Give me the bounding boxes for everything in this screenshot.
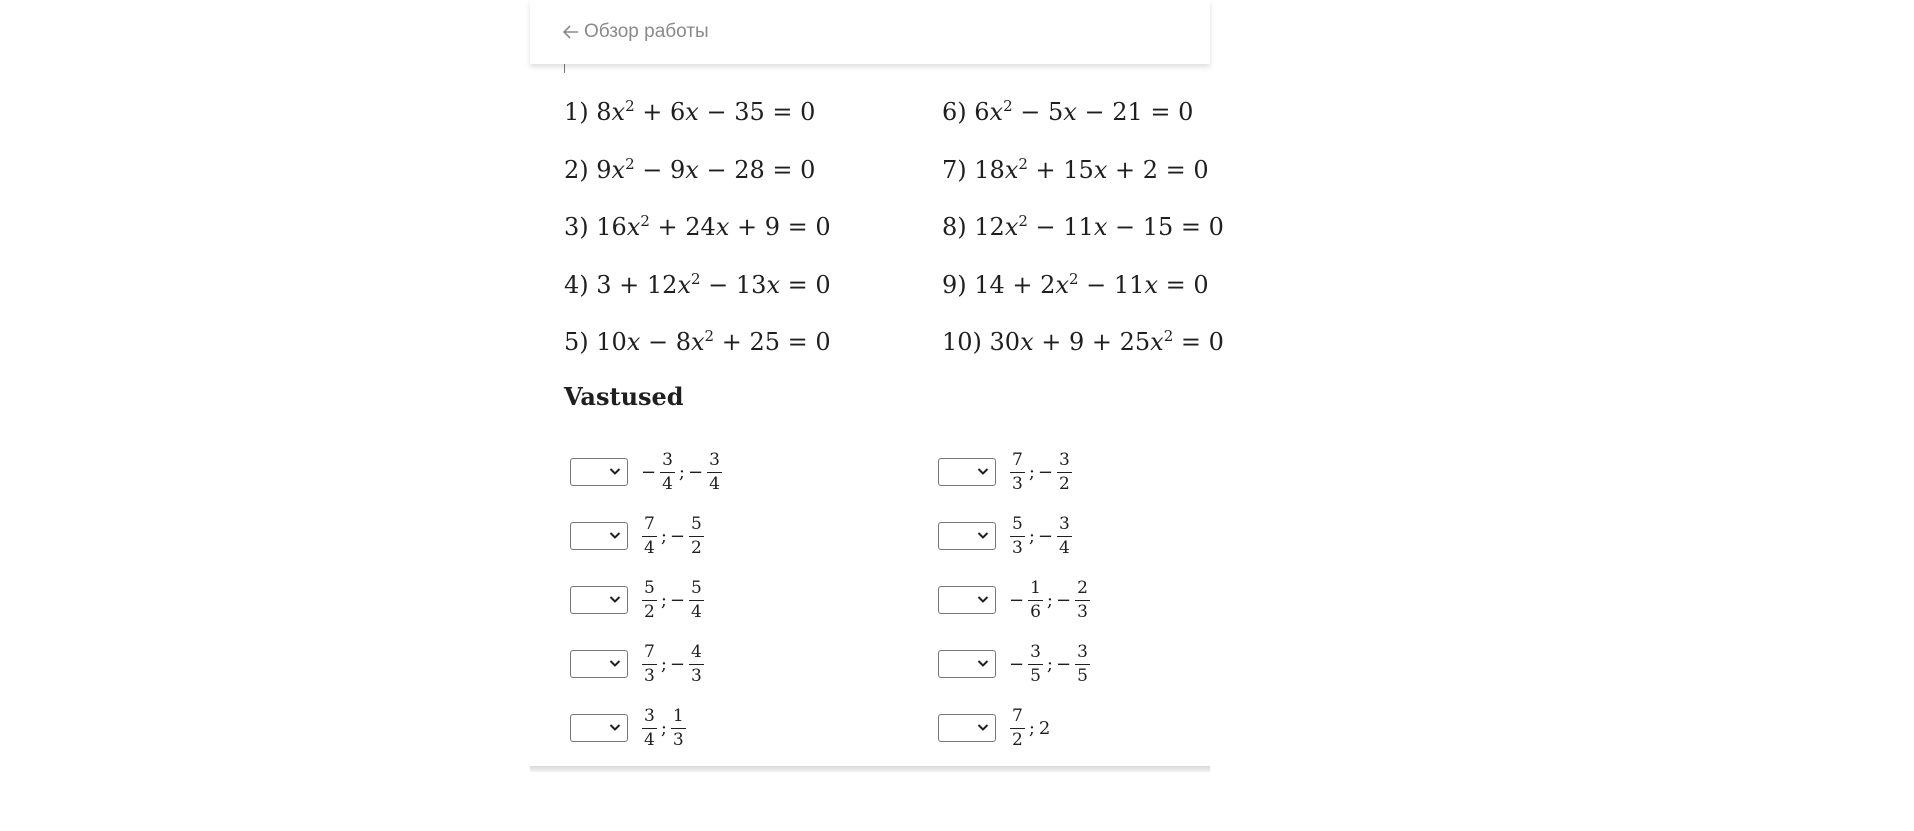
equation-exponent: 2 <box>640 212 650 230</box>
root-separator: ; <box>660 717 667 739</box>
equation-text: − 9 <box>634 155 686 184</box>
equation-text: − 5 <box>1012 98 1064 126</box>
equation-text: 3 + 12 <box>596 270 678 299</box>
equation-variable: x <box>1093 155 1108 184</box>
fraction-denominator: 3 <box>644 665 655 686</box>
fraction-denominator: 4 <box>1059 537 1070 558</box>
root-separator: ; <box>1028 461 1035 483</box>
root-fraction <box>707 449 722 494</box>
equation-number: 2) <box>564 155 597 184</box>
equation-variable: x <box>685 98 699 126</box>
root-sign: − <box>669 653 685 675</box>
fraction-numerator: 3 <box>707 452 722 473</box>
equation-number: 5) <box>564 328 597 356</box>
fraction-denominator: 3 <box>1077 601 1088 622</box>
answer-roots <box>640 641 706 686</box>
equation-exponent: 2 <box>625 154 635 173</box>
equation-number: 6) <box>942 98 975 126</box>
equation-text: − 11 <box>1027 213 1094 241</box>
root-sign: − <box>1056 653 1072 675</box>
fraction-numerator: 7 <box>642 644 657 665</box>
answer-roots <box>640 705 688 750</box>
bottom-divider <box>530 766 1210 772</box>
equation-text: + 2 = 0 <box>1107 155 1209 184</box>
equation-text: 18 <box>974 155 1005 184</box>
chevron-down-icon <box>977 595 989 604</box>
answer-select[interactable] <box>570 522 628 550</box>
equation-item <box>942 150 1224 208</box>
fraction-denominator: 2 <box>1012 729 1023 750</box>
fraction-numerator: 3 <box>660 452 675 473</box>
root-fraction <box>689 641 704 686</box>
equation-item <box>564 265 831 323</box>
root-separator: ; <box>660 525 667 547</box>
equation-text: − 15 = 0 <box>1107 213 1224 241</box>
equation-number: 3) <box>564 213 597 241</box>
root-separator: ; <box>1046 589 1053 611</box>
root-fraction <box>1075 641 1090 686</box>
equation-text: 9 <box>596 155 612 184</box>
equation-text: − 13 <box>700 270 767 299</box>
chevron-down-icon <box>609 659 621 668</box>
fraction-denominator: 5 <box>1030 665 1041 686</box>
equation-number: 8) <box>942 213 975 241</box>
equation-number: 10) <box>942 328 990 356</box>
answer-row <box>570 440 724 504</box>
worksheet-panel <box>530 0 1224 772</box>
answer-roots <box>1008 641 1092 686</box>
fraction-denominator: 5 <box>1077 665 1088 686</box>
back-to-overview-link[interactable] <box>562 21 709 43</box>
chevron-down-icon <box>977 723 989 732</box>
root-fraction <box>660 449 675 494</box>
root-fraction <box>689 513 704 558</box>
equation-text: − 8 <box>640 328 691 356</box>
equation-exponent: 2 <box>1018 154 1028 173</box>
fraction-denominator: 4 <box>709 473 720 494</box>
equation-text: = 0 <box>1158 270 1209 299</box>
equation-text: = 0 <box>780 270 831 299</box>
answer-roots <box>640 577 706 622</box>
equation-text: 12 <box>974 213 1005 241</box>
root-fraction <box>1010 449 1025 494</box>
root-fraction <box>1010 513 1025 558</box>
fraction-numerator: 3 <box>1057 452 1072 473</box>
root-sign: − <box>1009 589 1025 611</box>
fraction-denominator: 6 <box>1030 601 1041 622</box>
root-fraction <box>642 705 657 750</box>
root-fraction <box>642 577 657 622</box>
equation-variable: x <box>1004 213 1019 241</box>
answer-row <box>570 696 724 760</box>
equation-item <box>564 322 831 380</box>
fraction-denominator: 4 <box>644 537 655 558</box>
equation-variable: x <box>715 213 730 241</box>
fraction-numerator: 7 <box>1010 708 1025 729</box>
equation-text: − 11 <box>1078 270 1145 299</box>
equation-exponent: 2 <box>1069 269 1079 288</box>
arrow-left-icon <box>562 23 580 41</box>
root-sign: − <box>1009 653 1025 675</box>
equation-variable: x <box>1063 98 1077 126</box>
answer-row <box>938 696 1092 760</box>
root-sign: − <box>641 461 657 483</box>
root-separator: ; <box>678 461 685 483</box>
answer-row <box>570 568 724 632</box>
equation-variable: x <box>611 98 626 126</box>
equation-number: 9) <box>942 270 975 299</box>
equation-column-right <box>942 92 1224 380</box>
root-sign: − <box>669 525 685 547</box>
equation-text: 16 <box>596 213 627 241</box>
root-fraction <box>1075 577 1090 622</box>
answer-roots <box>1008 705 1051 750</box>
equation-text: − 21 = 0 <box>1076 98 1194 126</box>
fraction-denominator: 3 <box>672 729 684 750</box>
equation-variable: x <box>1150 328 1164 356</box>
equation-variable: x <box>691 328 705 356</box>
equation-text: + 15 <box>1027 155 1094 184</box>
answer-select[interactable] <box>570 586 628 614</box>
equation-number: 1) <box>564 98 597 126</box>
equation-exponent: 2 <box>1163 327 1174 345</box>
root-fraction <box>689 577 704 622</box>
answer-select[interactable] <box>570 714 628 742</box>
equation-text: 6 <box>974 98 990 126</box>
equation-text: − 35 = 0 <box>698 98 816 126</box>
fraction-numerator: 4 <box>689 644 704 665</box>
root-fraction <box>671 705 686 750</box>
answer-select[interactable] <box>570 458 628 486</box>
equation-item <box>942 207 1224 265</box>
fraction-numerator: 5 <box>689 516 704 537</box>
equation-variable: x <box>685 155 699 184</box>
root-sign: − <box>1037 461 1053 483</box>
root-separator: ; <box>1046 653 1053 675</box>
answer-row <box>938 504 1092 568</box>
chevron-down-icon <box>609 531 621 540</box>
root-fraction <box>1010 705 1025 750</box>
equation-text: 8 <box>596 98 612 126</box>
fraction-numerator: 5 <box>642 580 657 601</box>
fraction-numerator: 3 <box>1075 644 1090 665</box>
top-bar <box>530 0 1210 64</box>
fraction-numerator: 1 <box>671 708 686 729</box>
equation-text: 10 <box>596 328 627 356</box>
equation-exponent: 2 <box>704 327 715 345</box>
equation-text: + 25 = 0 <box>714 328 831 356</box>
equation-variable: x <box>989 98 1004 126</box>
root-fraction <box>642 641 657 686</box>
equation-number: 4) <box>564 270 597 299</box>
answer-row <box>938 568 1092 632</box>
equation-variable: x <box>1020 328 1034 356</box>
equation-text: + 9 + 25 <box>1033 328 1151 356</box>
root-fraction <box>1028 641 1043 686</box>
root-separator: ; <box>1028 717 1035 739</box>
fraction-denominator: 2 <box>691 537 702 558</box>
equation-text: + 9 = 0 <box>729 213 831 241</box>
fraction-denominator: 4 <box>644 729 655 750</box>
equation-exponent: 2 <box>1003 97 1013 115</box>
answer-row <box>570 504 724 568</box>
chevron-down-icon <box>977 531 989 540</box>
answer-select[interactable] <box>570 650 628 678</box>
equation-variable: x <box>1004 155 1019 184</box>
answer-row <box>938 632 1092 696</box>
answer-column-left <box>570 440 724 760</box>
equation-text: 30 <box>989 328 1021 356</box>
equation-variable: x <box>677 270 691 299</box>
chevron-down-icon <box>609 723 621 732</box>
root-sign: − <box>1037 525 1053 547</box>
answer-select[interactable] <box>938 458 996 486</box>
text-cursor <box>564 64 565 73</box>
answer-column-right <box>938 440 1092 760</box>
fraction-denominator: 3 <box>1012 473 1023 494</box>
fraction-numerator: 5 <box>689 580 704 601</box>
root-separator: ; <box>660 589 667 611</box>
equation-number: 7) <box>942 155 975 184</box>
equation-variable: x <box>626 213 641 241</box>
equation-item <box>564 150 831 208</box>
equation-variable: x <box>766 270 780 299</box>
fraction-denominator: 3 <box>1012 537 1023 558</box>
equation-item <box>564 92 831 150</box>
answer-roots <box>1008 513 1074 558</box>
fraction-numerator: 7 <box>1010 452 1025 473</box>
equation-variable: x <box>1093 213 1108 241</box>
answer-roots <box>640 513 706 558</box>
fraction-denominator: 2 <box>1059 473 1070 494</box>
answers-heading: Vastused <box>564 382 684 411</box>
equation-variable: x <box>611 155 626 184</box>
answer-select[interactable] <box>938 522 996 550</box>
fraction-numerator: 3 <box>1028 644 1043 665</box>
fraction-denominator: 4 <box>691 601 702 622</box>
equation-text: = 0 <box>1173 328 1224 356</box>
equation-text: + 6 <box>634 98 686 126</box>
fraction-numerator: 7 <box>642 516 657 537</box>
fraction-numerator: 3 <box>642 708 657 729</box>
chevron-down-icon <box>977 659 989 668</box>
chevron-down-icon <box>609 467 621 476</box>
answer-select[interactable] <box>938 586 996 614</box>
chevron-down-icon <box>609 595 621 604</box>
equation-exponent: 2 <box>625 97 635 115</box>
root-fraction <box>1028 577 1043 622</box>
fraction-denominator: 2 <box>644 601 655 622</box>
answer-roots <box>1008 577 1092 622</box>
root-sign: − <box>1056 589 1072 611</box>
equation-text: − 28 = 0 <box>698 155 816 184</box>
answer-row <box>570 632 724 696</box>
equation-item <box>564 207 831 265</box>
root-value: 2 <box>1038 717 1051 739</box>
equation-item <box>942 322 1224 380</box>
root-separator: ; <box>1028 525 1035 547</box>
chevron-down-icon <box>977 467 989 476</box>
root-sign: − <box>688 461 704 483</box>
root-fraction <box>1057 449 1072 494</box>
equation-variable: x <box>1144 270 1158 299</box>
equation-text: 14 + 2 <box>974 270 1056 299</box>
equation-column-left <box>564 92 831 380</box>
root-separator: ; <box>660 653 667 675</box>
answer-roots <box>640 449 724 494</box>
answer-select[interactable] <box>938 714 996 742</box>
answer-roots <box>1008 449 1074 494</box>
equation-item <box>942 92 1224 150</box>
answer-select[interactable] <box>938 650 996 678</box>
answer-row <box>938 440 1092 504</box>
equation-item <box>942 265 1224 323</box>
fraction-numerator: 5 <box>1010 516 1025 537</box>
root-fraction <box>642 513 657 558</box>
equation-variable: x <box>1055 270 1069 299</box>
back-link-label: Обзор работы <box>584 21 709 42</box>
fraction-denominator: 4 <box>662 473 673 494</box>
equation-exponent: 2 <box>691 269 701 288</box>
fraction-numerator: 3 <box>1057 516 1072 537</box>
fraction-numerator: 1 <box>1028 580 1043 601</box>
equation-variable: x <box>626 328 641 356</box>
equation-text: + 24 <box>649 213 716 241</box>
root-sign: − <box>669 589 685 611</box>
equation-exponent: 2 <box>1018 212 1028 230</box>
root-fraction <box>1057 513 1072 558</box>
fraction-denominator: 3 <box>691 665 702 686</box>
fraction-numerator: 2 <box>1075 580 1090 601</box>
